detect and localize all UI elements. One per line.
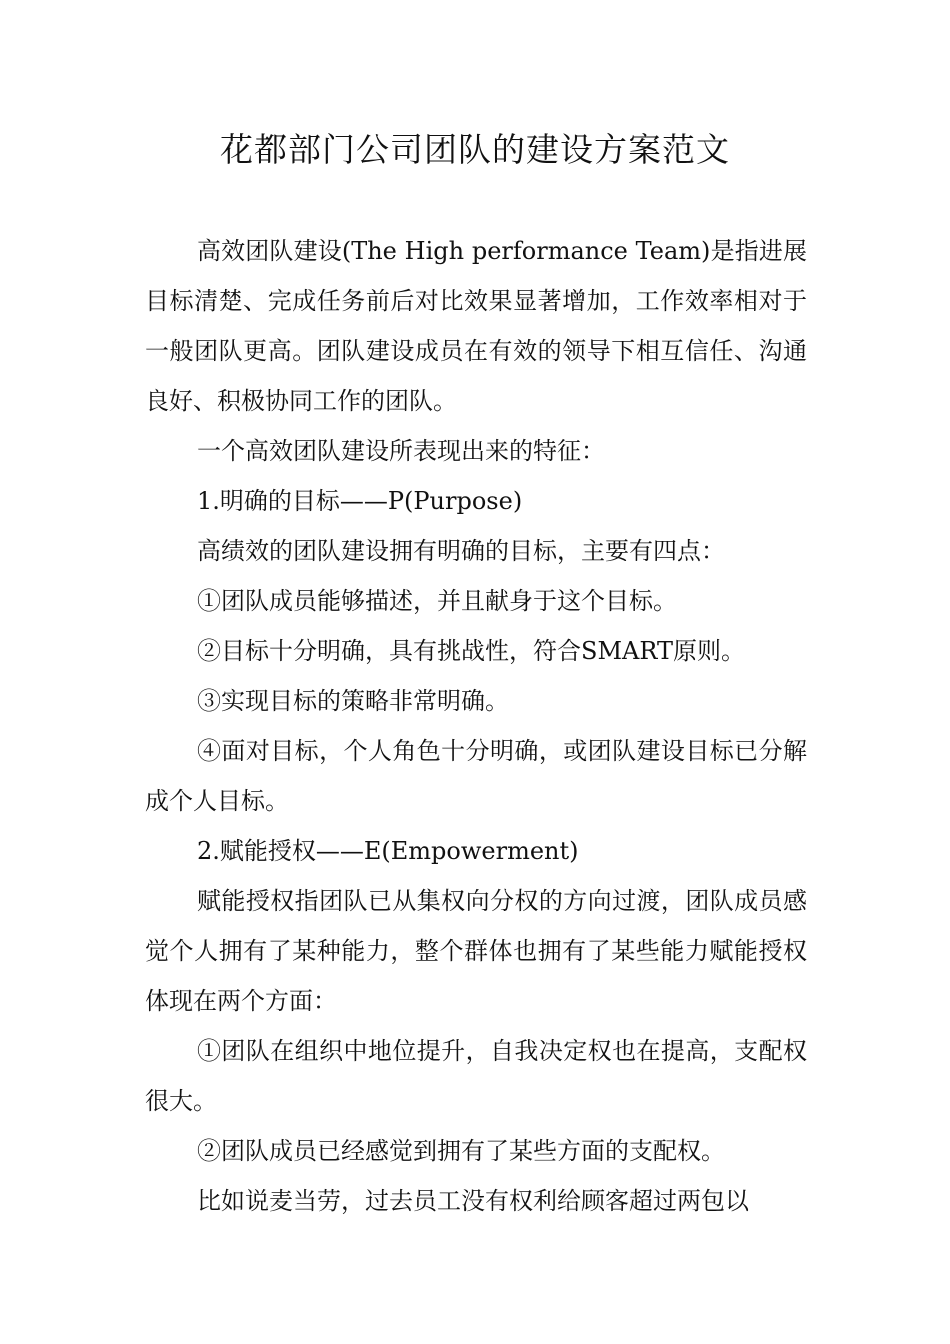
heading-empowerment: 2.赋能授权——E(Empowerment)	[197, 837, 579, 865]
paragraph-mcdonalds: 比如说麦当劳，过去员工没有权利给顾客超过两包以	[197, 1187, 749, 1215]
paragraph-empowerment: 赋能授权指团队已从集权向分权的方向过渡，团队成员感觉个人拥有了某种能力，整个群体也拥有了某些能力赋能授权体现在两个方面：	[145, 887, 807, 1015]
list-item-empowerment-2: ②团队成员已经感觉到拥有了某些方面的支配权。	[197, 1137, 725, 1165]
paragraph-features-lead: 一个高效团队建设所表现出来的特征：	[197, 437, 605, 465]
list-item-empowerment-1: ①团队在组织中地位提升，自我决定权也在提高，支配权很大。	[145, 1037, 807, 1115]
document-title: 花都部门公司团队的建设方案范文	[220, 130, 730, 169]
list-item-purpose-2: ②目标十分明确，具有挑战性，符合SMART原则。	[197, 637, 746, 665]
paragraph-purpose-lead: 高绩效的团队建设拥有明确的目标，主要有四点：	[197, 537, 725, 565]
heading-purpose: 1.明确的目标——P(Purpose)	[197, 487, 523, 515]
list-item-purpose-3: ③实现目标的策略非常明确。	[197, 687, 509, 715]
document-body	[145, 226, 807, 1226]
list-item-purpose-4: ④面对目标，个人角色十分明确，或团队建设目标已分解成个人目标。	[145, 737, 807, 815]
paragraph-intro: 高效团队建设(The High performance Team)是指进展目标清楚、完成任务前后对比效果显著增加，工作效率相对于一般团队更高。团队建设成员在有效的领导下相互信任、沟通良好、积极协同工作的团队。	[145, 237, 807, 415]
list-item-purpose-1: ①团队成员能够描述，并且献身于这个目标。	[197, 587, 677, 615]
